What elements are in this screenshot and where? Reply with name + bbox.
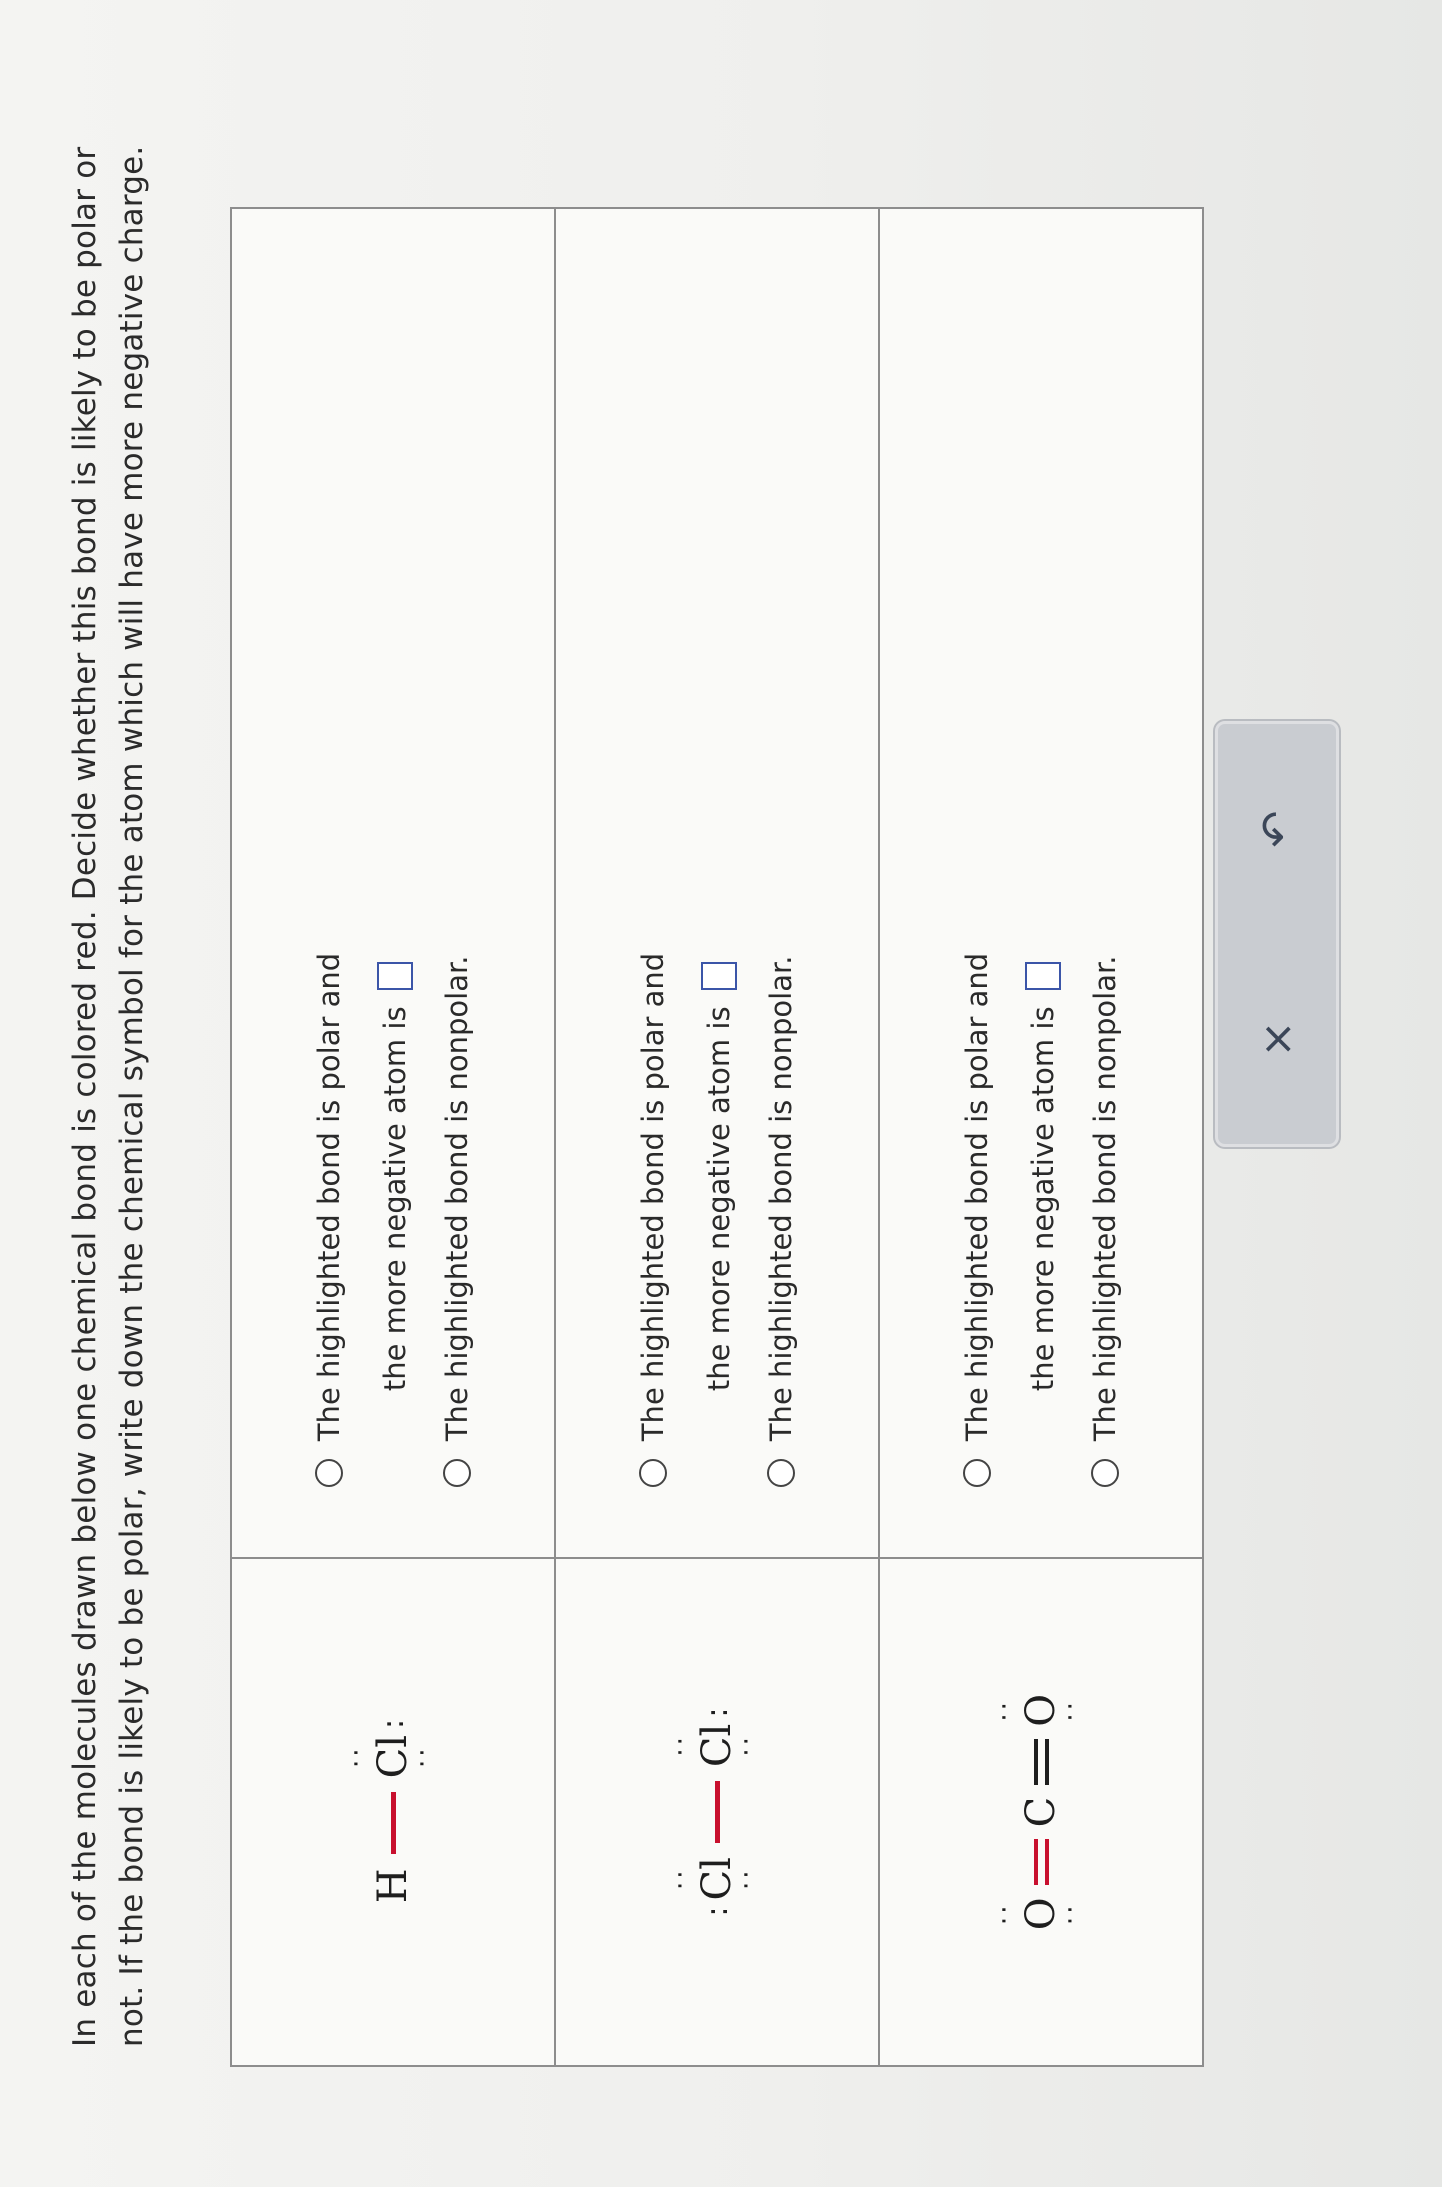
molecule-cell-co2 — [879, 1558, 1203, 2066]
option-polar[interactable] — [955, 210, 1065, 1487]
atom-o-right-symbol: O — [1018, 1693, 1064, 1727]
lone-pair-top: ·· — [666, 1867, 696, 1891]
radio-nonpolar[interactable] — [1091, 1459, 1119, 1487]
table-row — [231, 208, 555, 2066]
option-polar-text-2: the more negative atom is — [378, 1006, 412, 1392]
atom-cl-right-symbol: Cl — [694, 1723, 740, 1768]
option-polar-text-2: the more negative atom is — [702, 1006, 736, 1392]
options-cell — [231, 208, 555, 1558]
molecule-cell-hcl — [231, 1558, 555, 2066]
options-cell — [555, 208, 879, 1558]
atom-h: H — [370, 1868, 416, 1904]
table-row — [555, 208, 879, 2066]
lone-pair-bottom: ·· — [1056, 1902, 1086, 1926]
lone-pair-bottom: ·· — [408, 1745, 438, 1768]
atom-cl-left — [666, 1853, 762, 1904]
lone-pair-top: ·· — [666, 1734, 696, 1757]
highlighted-single-bond — [391, 1792, 396, 1854]
instructions-line-1: In each of the molecules drawn below one chemical bond is colored red. Decide whether this bond is likely to be polar or — [67, 146, 103, 2047]
highlighted-single-bond — [715, 1781, 720, 1843]
answer-input[interactable] — [701, 962, 737, 990]
atom-o-left — [990, 1893, 1086, 1934]
option-polar-text-2: the more negative atom is — [1026, 1006, 1060, 1392]
lone-pair-top: ·· — [342, 1745, 372, 1768]
option-nonpolar-text: The highlighted bond is nonpolar. — [440, 955, 474, 1442]
highlighted-double-bond — [1034, 1839, 1049, 1885]
radio-polar[interactable] — [963, 1459, 991, 1487]
options-cell — [879, 208, 1203, 1558]
question-table — [230, 207, 1204, 2067]
answer-input[interactable] — [1025, 962, 1061, 990]
option-polar[interactable] — [631, 210, 741, 1487]
lone-pair-top: ·· — [990, 1902, 1020, 1926]
instructions — [62, 47, 156, 2047]
double-bond — [1034, 1739, 1049, 1785]
atom-cl-symbol: Cl — [370, 1734, 416, 1779]
option-nonpolar[interactable] — [1083, 210, 1127, 1487]
lone-pair-bottom: ·· — [732, 1734, 762, 1757]
option-polar-text: The highlighted bond is polar and — [312, 952, 346, 1442]
molecule-cl2 — [666, 1706, 762, 1919]
atom-cl-left-symbol: Cl — [694, 1857, 740, 1901]
atom-c: C — [1018, 1796, 1064, 1828]
radio-nonpolar[interactable] — [767, 1459, 795, 1487]
table-row — [879, 208, 1203, 2066]
clear-button[interactable]: × — [1251, 1020, 1303, 1058]
atom-cl — [342, 1731, 438, 1782]
molecule-cell-cl2 — [555, 1558, 879, 2066]
option-nonpolar[interactable] — [759, 210, 803, 1487]
option-polar[interactable] — [307, 210, 417, 1487]
undo-button[interactable]: ↶ — [1251, 810, 1303, 848]
lone-pair-top: ·· — [990, 1699, 1020, 1722]
option-nonpolar-text: The highlighted bond is nonpolar. — [1088, 955, 1122, 1442]
atom-o-left-symbol: O — [1018, 1897, 1064, 1931]
atom-cl-right — [666, 1720, 762, 1771]
option-nonpolar[interactable] — [435, 210, 479, 1487]
atom-o-right — [990, 1690, 1086, 1731]
lone-pair-right: : — [375, 1718, 411, 1729]
lone-pair-right: : — [699, 1707, 735, 1718]
radio-polar[interactable] — [315, 1459, 343, 1487]
lone-pair-bottom: ·· — [732, 1867, 762, 1891]
option-polar-text: The highlighted bond is polar and — [636, 952, 670, 1442]
radio-nonpolar[interactable] — [443, 1459, 471, 1487]
instructions-line-2: not. If the bond is likely to be polar, write down the chemical symbol for the atom which will have more negative charge. — [114, 145, 150, 2047]
action-panel — [1215, 721, 1339, 1147]
molecule-co2 — [990, 1690, 1086, 1934]
lone-pair-left: : — [699, 1906, 735, 1917]
option-nonpolar-text: The highlighted bond is nonpolar. — [764, 955, 798, 1442]
molecule-hcl — [342, 1717, 438, 1907]
lone-pair-bottom: ·· — [1056, 1699, 1086, 1722]
option-polar-text: The highlighted bond is polar and — [960, 952, 994, 1442]
radio-polar[interactable] — [639, 1459, 667, 1487]
answer-input[interactable] — [377, 962, 413, 990]
